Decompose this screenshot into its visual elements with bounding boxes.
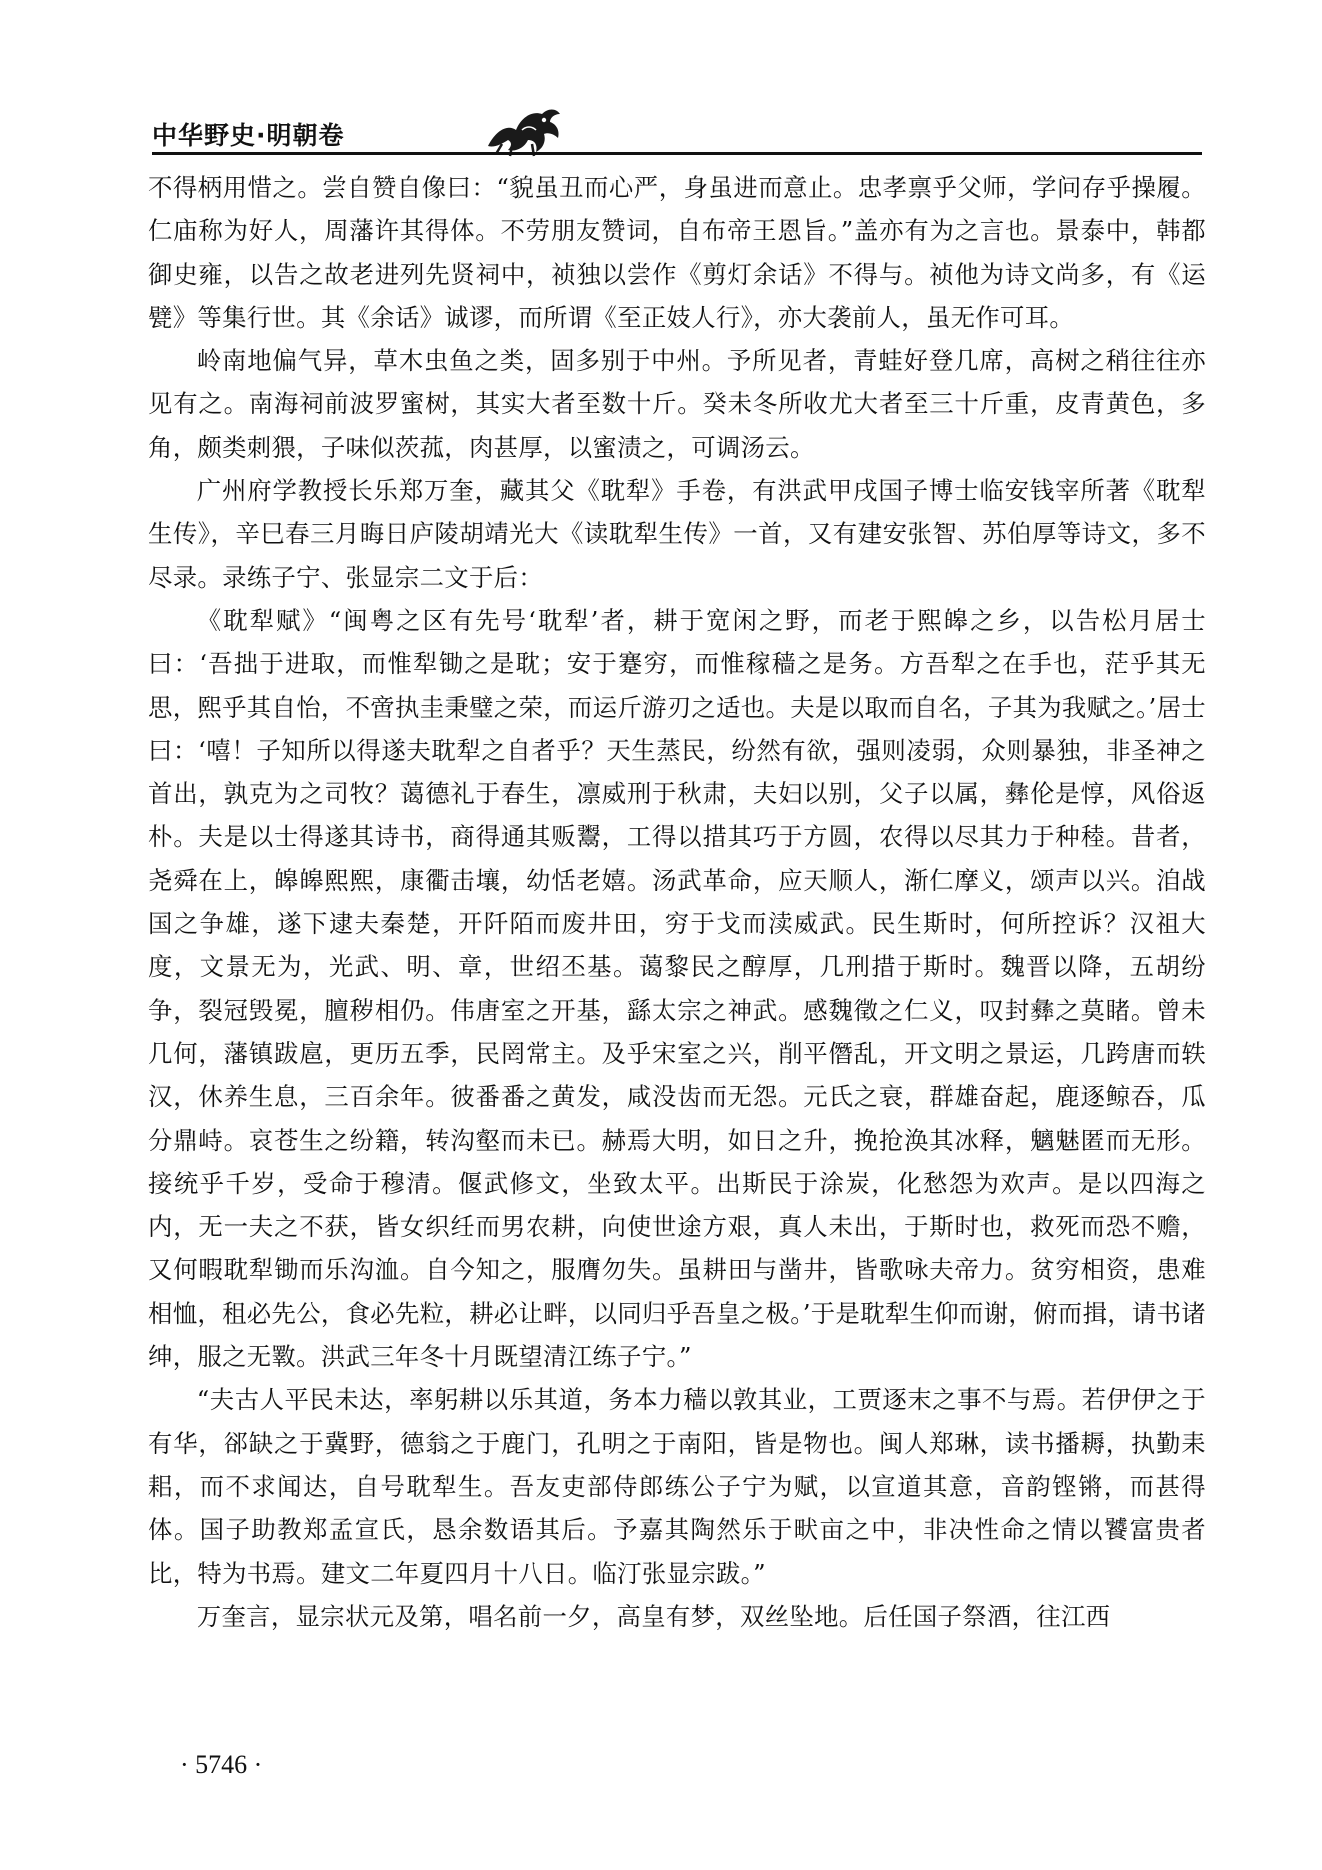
- running-header: [152, 108, 1202, 160]
- dragon-emblem-icon: [482, 100, 566, 158]
- paragraph-2: 岭南地偏气异，草木虫鱼之类，固多别于中州。予所见者，青蛙好登几席，高树之稍往往亦见有之。南海祠前波罗蜜树，其实大者至数十斤。癸未冬所收尤大者至三十斤重，皮青黄色，多角，颇类刺猥，子味似茨菰，肉甚厚，以蜜渍之，可调汤云。: [148, 346, 1206, 462]
- page-number: · 5746 ·: [180, 1750, 263, 1779]
- paragraph-5: “夫古人平民未达，率躬耕以乐其道，务本力穑以敦其业，工贾逐末之事不与焉。若伊伊之于有华，郤缺之于冀野，德翁之于鹿门，孔明之于南阳，皆是物也。闽人郑琳，读书播耨，执勤耒耜，而不求闻达，自号耽犁生。吾友吏部侍郎练公子宁为赋，以宣道其意，音韵铿锵，而甚得体。国子助教郑孟宣氏，恳余数语其后。予嘉其陶然乐于畎亩之中，非决性命之情以饕富贵者比，特为书焉。建文二年夏四月十八日。临汀张显宗跋。”: [148, 1385, 1206, 1588]
- paragraph-6: 万奎言，显宗状元及第，唱名前一夕，高皇有梦，双丝坠地。后任国子祭酒，往江西: [196, 1601, 1111, 1631]
- header-rule: [152, 152, 1202, 155]
- paragraph-3: 广州府学教授长乐郑万奎，藏其父《耽犁》手卷，有洪武甲戌国子博士临安钱宰所著《耽犁生传》，辛巳春三月晦日庐陵胡靖光大《读耽犁生传》一首，又有建安张智、苏伯厚等诗文，多不尽录。录练子宁、张显宗二文于后：: [148, 476, 1206, 592]
- book-title: 中华野史·明朝卷: [152, 121, 345, 150]
- paragraph-1: 不得柄用惜之。尝自赞自像曰：“貌虽丑而心严，身虽进而意止。忠孝禀乎父师，学问存乎操履。仁庙称为好人，周藩许其得体。不劳朋友赞词，自布帝王恩旨。”盖亦有为之言也。景泰中，韩都御史雍，以告之故老进列先贤祠中，祯独以尝作《剪灯余话》不得与。祯他为诗文尚多，有《运甓》等集行世。其《余话》诚谬，而所谓《至正妓人行》，亦大袭前人，虽无作可耳。: [148, 173, 1206, 332]
- body-text: [148, 166, 1206, 1638]
- paragraph-4: 《耽犁赋》“闽粤之区有先号‘耽犁’者，耕于宽闲之野，而老于熙皞之乡，以告松月居士曰：‘吾拙于进取，而惟犁锄之是耽；安于蹇穷，而惟稼穑之是务。方吾犁之在手也，茫乎其无思，熙乎其自怡，不啻执圭秉璧之荣，而运斤游刃之适也。夫是以取而自名，子其为我赋之。’居士曰：‘嘻！子知所以得遂夫耽犁之自者乎？天生蒸民，纷然有欲，强则凌弱，众则暴独，非圣神之首出，孰克为之司牧？蔼德礼于春生，凛威刑于秋肃，夫妇以别，父子以属，彝伦是惇，风俗返朴。夫是以士得遂其诗书，商得通其贩鬻，工得以措其巧于方圆，农得以尽其力于种稑。昔者，尧舜在上，皞皞熙熙，康衢击壤，幼恬老嬉。汤武革命，应天顺人，渐仁摩义，颂声以兴。洎战国之争雄，遂下逮夫秦楚，开阡陌而废井田，穷于戈而渎威武。民生斯时，何所控诉？汉祖大度，文景无为，光武、明、章，世绍丕基。蔼黎民之醇厚，几刑措于斯时。魏晋以降，五胡纷争，裂冠毁冕，膻秽相仍。伟唐室之开基，繇太宗之神武。感魏徵之仁义，叹封彝之莫睹。曾未几何，藩镇跋扈，更历五季，民罔常主。及乎宋室之兴，削平僭乱，开文明之景运，几跨唐而轶汉，休养生息，三百余年。彼番番之黄发，咸没齿而无怨。元氏之衰，群雄奋起，鹿逐鲸吞，瓜分鼎峙。哀苍生之纷籍，转沟壑而未已。赫焉大明，如日之升，挽抢涣其冰释，魑魅匿而无形。接统乎千岁，受命于穆清。偃武修文，坐致太平。出斯民于涂炭，化愁怨为欢声。是以四海之内，无一夫之不获，皆女织纴而男农耕，向使世途方艰，真人未出，于斯时也，救死而恐不赡，又何暇耽犁锄而乐沟洫。自今知之，服膺勿失。虽耕田与凿井，皆歌咏夫帝力。贫穷相资，患难相恤，租必先公，食必先粒，耕必让畔，以同归乎吾皇之极。’于是耽犁生仰而谢，俯而揖，请书诸绅，服之无斁。洪武三年冬十月既望清江练子宁。”: [148, 605, 1206, 1372]
